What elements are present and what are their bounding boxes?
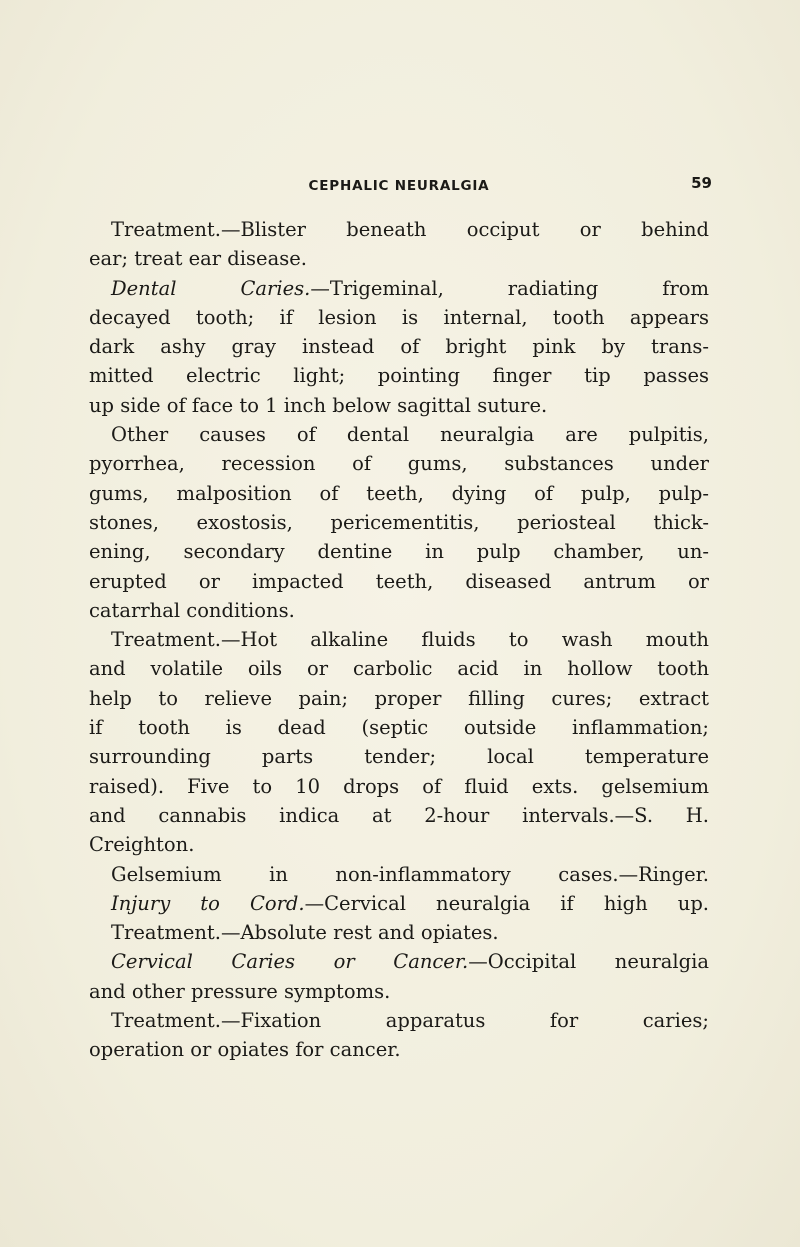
- text-segment: Treatment.—Absolute rest and opiates.: [111, 921, 499, 945]
- text-segment: raised). Five to 10 drops of fluid exts. gelsemium: [89, 774, 709, 798]
- text-segment: help to relieve pain; proper filling cures; extract: [89, 686, 709, 710]
- text-segment: up side of face to 1 inch below sagittal suture.: [89, 393, 548, 417]
- text-line: [89, 479, 709, 508]
- text-segment: pyorrhea, recession of gums, substances under: [89, 452, 709, 476]
- body-text: [89, 215, 709, 1065]
- text-segment: operation or opiates for cancer.: [89, 1038, 401, 1062]
- text-line: [89, 567, 709, 596]
- text-line: [89, 713, 709, 742]
- text-segment: stones, exostosis, pericementitis, periosteal thick-: [89, 510, 709, 534]
- text-segment: if tooth is dead (septic outside inflammation;: [89, 716, 709, 740]
- text-segment: —Trigeminal, radiating from: [310, 276, 710, 300]
- text-line: [89, 742, 709, 771]
- text-line: [89, 625, 709, 654]
- text-segment: and volatile oils or carbolic acid in hollow tooth: [89, 657, 709, 681]
- text-segment: ear; treat ear disease.: [89, 247, 307, 271]
- text-line: [89, 772, 709, 801]
- text-line: [89, 1006, 709, 1035]
- text-segment: Treatment.—Hot alkaline fluids to wash mouth: [111, 628, 709, 652]
- text-segment: surrounding parts tender; local temperature: [89, 745, 709, 769]
- italic-heading: Injury to Cord.: [111, 891, 305, 915]
- text-line: [89, 361, 709, 390]
- text-line: [89, 654, 709, 683]
- italic-heading: Cervical Caries or Cancer.: [111, 950, 469, 974]
- text-line: [89, 918, 709, 947]
- text-line: [89, 1035, 709, 1064]
- text-line: [89, 889, 709, 918]
- text-segment: dark ashy gray instead of bright pink by trans-: [89, 335, 709, 359]
- text-segment: and cannabis indica at 2-hour intervals.—S. H.: [89, 803, 709, 827]
- text-segment: Gelsemium in non-inflammatory cases.—Ringer.: [111, 862, 709, 886]
- running-title: CEPHALIC NEURALGIA: [308, 178, 490, 194]
- text-segment: mitted electric light; pointing finger tip passes: [89, 364, 709, 388]
- text-segment: and other pressure symptoms.: [89, 979, 391, 1003]
- running-head: [89, 174, 712, 196]
- text-line: [89, 215, 709, 244]
- text-line: [89, 947, 709, 976]
- text-segment: gums, malposition of teeth, dying of pulp, pulp-: [89, 481, 709, 505]
- text-segment: —Occipital neuralgia: [468, 950, 709, 974]
- page-number: 59: [691, 174, 712, 192]
- text-segment: decayed tooth; if lesion is internal, tooth appears: [89, 305, 709, 329]
- text-line: [89, 332, 709, 361]
- text-line: [89, 508, 709, 537]
- text-line: [89, 977, 709, 1006]
- text-segment: ening, secondary dentine in pulp chamber, un-: [89, 540, 709, 564]
- text-line: [89, 303, 709, 332]
- text-line: [89, 537, 709, 566]
- text-line: [89, 830, 709, 859]
- text-line: [89, 860, 709, 889]
- text-segment: Treatment.—Fixation apparatus for caries;: [111, 1009, 709, 1033]
- text-line: [89, 684, 709, 713]
- text-line: [89, 244, 709, 273]
- text-line: [89, 449, 709, 478]
- italic-heading: Dental Caries.: [111, 276, 311, 300]
- text-line: [89, 391, 709, 420]
- text-segment: erupted or impacted teeth, diseased antrum or: [89, 569, 709, 593]
- text-segment: Creighton.: [89, 833, 195, 857]
- text-segment: —Cervical neuralgia if high up.: [304, 891, 709, 915]
- text-line: [89, 801, 709, 830]
- text-line: [89, 596, 709, 625]
- text-segment: Treatment.—Blister beneath occiput or behind: [111, 218, 709, 241]
- text-line: [89, 420, 709, 449]
- text-line: [89, 274, 709, 303]
- text-segment: catarrhal conditions.: [89, 598, 295, 622]
- text-segment: Other causes of dental neuralgia are pulpitis,: [111, 423, 709, 447]
